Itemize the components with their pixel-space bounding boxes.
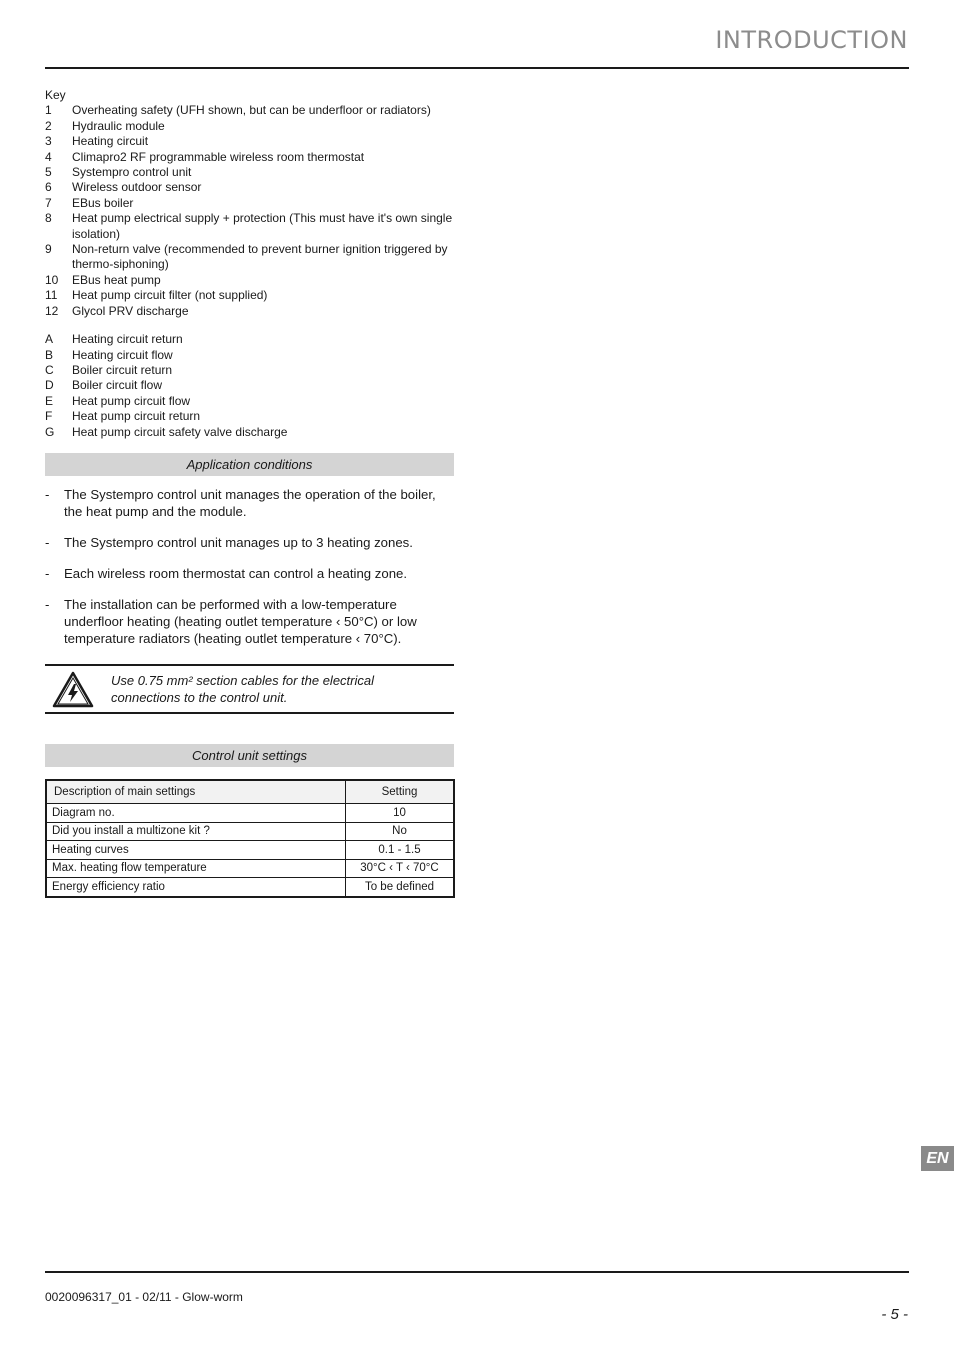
key-item-number: G bbox=[45, 424, 55, 439]
key-lettered-list bbox=[45, 332, 454, 440]
key-item-text: Heat pump circuit flow bbox=[72, 393, 191, 408]
key-item-number: 4 bbox=[45, 149, 52, 164]
setting-value-cell: To be defined bbox=[346, 878, 455, 897]
table-row bbox=[46, 878, 454, 897]
key-heading: Key bbox=[45, 88, 66, 102]
key-item bbox=[45, 134, 454, 149]
key-item-number: 3 bbox=[45, 134, 52, 149]
key-item-text: Systempro control unit bbox=[72, 165, 192, 180]
key-item-text: Climapro2 RF programmable wireless room thermostat bbox=[72, 149, 365, 164]
key-item-text: Boiler circuit flow bbox=[72, 378, 163, 393]
setting-description-cell: Diagram no. bbox=[46, 804, 346, 823]
footer-rule bbox=[45, 1271, 909, 1273]
list-item bbox=[45, 596, 454, 647]
key-item bbox=[45, 273, 454, 288]
key-item-number: 12 bbox=[45, 303, 59, 318]
header-rule bbox=[45, 67, 909, 69]
setting-description-cell: Heating curves bbox=[46, 841, 346, 860]
table-row bbox=[46, 841, 454, 860]
language-tab: EN bbox=[921, 1146, 954, 1171]
key-item bbox=[45, 378, 454, 393]
key-item-number: C bbox=[45, 362, 54, 377]
key-item-number: 11 bbox=[45, 288, 58, 303]
bullet-text: The Systempro control unit manages the operation of the boiler, the heat pump and the module. bbox=[64, 487, 436, 519]
list-item bbox=[45, 565, 454, 582]
table-header-row bbox=[46, 780, 454, 804]
key-item bbox=[45, 150, 454, 165]
bullet-dash: - bbox=[45, 487, 50, 502]
page-number: - 5 - bbox=[881, 1306, 908, 1323]
key-item-number: 5 bbox=[45, 165, 52, 180]
key-item-number: A bbox=[45, 332, 54, 347]
key-item bbox=[45, 348, 454, 363]
key-item-number: D bbox=[45, 378, 54, 393]
key-item bbox=[45, 211, 454, 242]
warning-text: Use 0.75 mm² section cables for the electrical connections to the control unit. bbox=[111, 673, 374, 705]
key-item bbox=[45, 103, 454, 118]
electrical-hazard-icon bbox=[52, 671, 94, 708]
key-legend bbox=[45, 88, 454, 440]
key-item-number: B bbox=[45, 347, 54, 362]
control-unit-settings-heading: Control unit settings bbox=[45, 744, 454, 767]
setting-description-cell: Energy efficiency ratio bbox=[46, 878, 346, 897]
key-item-number: 8 bbox=[45, 211, 52, 226]
key-item bbox=[45, 165, 454, 180]
key-item-text: Boiler circuit return bbox=[72, 362, 173, 377]
key-item bbox=[45, 363, 454, 378]
key-item-text: Heating circuit flow bbox=[72, 347, 173, 362]
key-item bbox=[45, 180, 454, 195]
setting-value-cell: 0.1 - 1.5 bbox=[346, 841, 455, 860]
table-row bbox=[46, 822, 454, 841]
key-item-number: F bbox=[45, 409, 53, 424]
setting-value-cell: No bbox=[346, 822, 455, 841]
bullet-dash: - bbox=[45, 566, 50, 581]
setting-description-cell: Did you install a multizone kit ? bbox=[46, 822, 346, 841]
key-item-number: 6 bbox=[45, 180, 52, 195]
page-section-title: INTRODUCTION bbox=[715, 26, 908, 54]
warning-note bbox=[45, 664, 454, 714]
key-item-text: Heating circuit return bbox=[72, 332, 183, 347]
document-code: 0020096317_01 - 02/11 - Glow-worm bbox=[45, 1290, 243, 1304]
column-header-description: Description of main settings bbox=[46, 780, 346, 804]
table-row bbox=[46, 804, 454, 823]
list-item bbox=[45, 486, 454, 520]
key-item bbox=[45, 332, 454, 347]
settings-table bbox=[45, 779, 455, 898]
key-numbered-list bbox=[45, 103, 454, 319]
key-item-number: 10 bbox=[45, 272, 59, 287]
key-item bbox=[45, 196, 454, 211]
column-header-setting: Setting bbox=[346, 780, 455, 804]
setting-value-cell: 10 bbox=[346, 804, 455, 823]
key-gap bbox=[45, 319, 454, 332]
key-item bbox=[45, 425, 454, 440]
key-item-number: E bbox=[45, 393, 54, 408]
key-item bbox=[45, 119, 454, 134]
list-item bbox=[45, 534, 454, 551]
application-conditions-heading: Application conditions bbox=[45, 453, 454, 476]
key-item-text: Hydraulic module bbox=[72, 118, 165, 133]
key-item bbox=[45, 394, 454, 409]
application-conditions-list bbox=[45, 486, 454, 661]
key-item bbox=[45, 288, 454, 303]
key-item-text: Wireless outdoor sensor bbox=[72, 180, 202, 195]
key-item-text: Heat pump circuit filter (not supplied) bbox=[72, 288, 268, 303]
key-item-text: EBus boiler bbox=[72, 195, 134, 210]
key-item-text: Heat pump circuit safety valve discharge bbox=[72, 424, 288, 439]
key-item bbox=[45, 242, 454, 273]
bullet-text: Each wireless room thermostat can control a heating zone. bbox=[64, 566, 408, 581]
key-item-number: 2 bbox=[45, 118, 52, 133]
key-item-text: Heat pump circuit return bbox=[72, 409, 201, 424]
bullet-text: The Systempro control unit manages up to 3 heating zones. bbox=[64, 535, 413, 550]
key-item-text: Overheating safety (UFH shown, but can be underfloor or radiators) bbox=[72, 103, 431, 118]
setting-value-cell: 30°C ‹ T ‹ 70°C bbox=[346, 859, 455, 878]
key-item bbox=[45, 409, 454, 424]
bullet-dash: - bbox=[45, 597, 50, 612]
key-item-text: Non-return valve (recommended to prevent burner ignition triggered by thermo-siphoning) bbox=[72, 242, 448, 272]
key-item bbox=[45, 304, 454, 319]
key-item-number: 7 bbox=[45, 195, 52, 210]
bullet-dash: - bbox=[45, 535, 50, 550]
setting-description-cell: Max. heating flow temperature bbox=[46, 859, 346, 878]
key-item-number: 9 bbox=[45, 242, 52, 257]
key-item-text: EBus heat pump bbox=[72, 272, 161, 287]
key-item-text: Heat pump electrical supply + protection (This must have it's own single isolation) bbox=[72, 211, 453, 241]
table-row bbox=[46, 859, 454, 878]
key-item-number: 1 bbox=[45, 103, 52, 118]
bullet-text: The installation can be performed with a low-temperature underfloor heating (heating outlet temperature ‹ 50°C) or low temperature radiators (heating outlet temperature ‹ 70°C). bbox=[64, 597, 417, 646]
key-item-text: Glycol PRV discharge bbox=[72, 303, 189, 318]
key-item-text: Heating circuit bbox=[72, 134, 149, 149]
